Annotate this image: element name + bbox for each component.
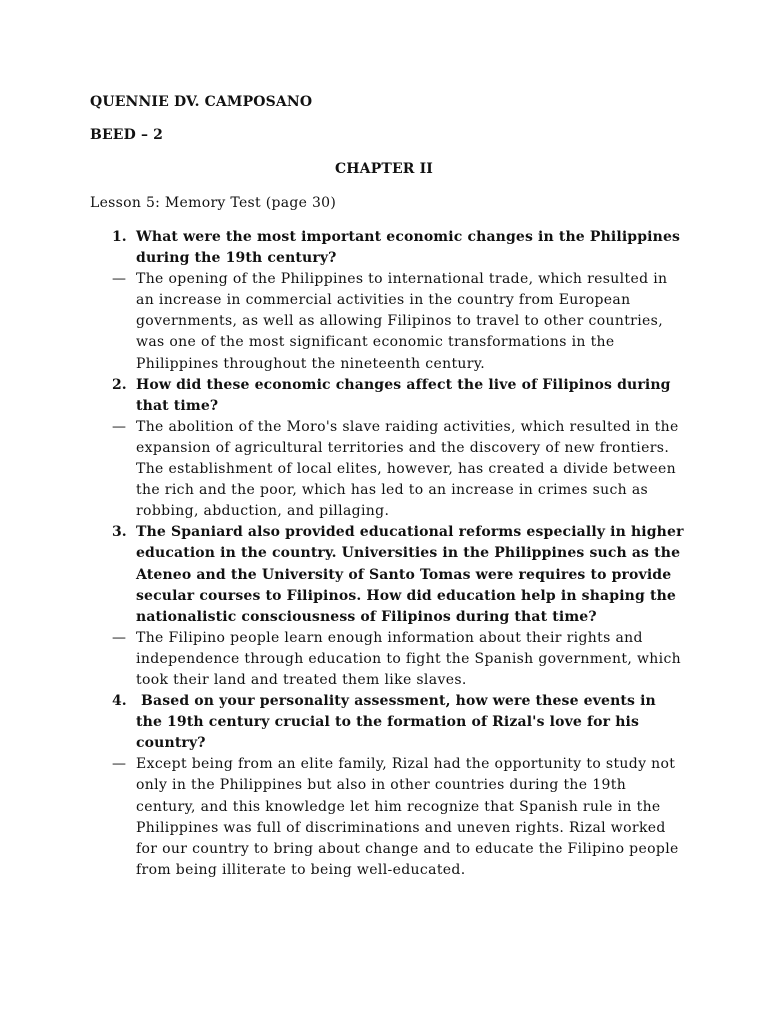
answer-3-line-3: took their land and treated them like slaves. — [136, 671, 467, 688]
question-2-line-1: How did these economic changes affect the live of Filipinos during — [136, 376, 671, 393]
answer-4-line-4: Philippines was full of discriminations and uneven rights. Rizal worked — [136, 819, 666, 836]
question-1 — [0, 227, 768, 269]
question-3-line-4: secular courses to Filipinos. How did education help in shaping the — [136, 587, 676, 604]
answer-1-line-1: The opening of the Philippines to international trade, which resulted in — [136, 271, 668, 288]
question-item-4 — [0, 691, 768, 881]
answer-dash-marker: — — [112, 629, 126, 646]
answer-1-line-3: governments, as well as allowing Filipinos to travel to other countries, — [136, 313, 664, 330]
answer-1-line-2: an increase in commercial activities in the country from European — [136, 292, 631, 309]
question-3 — [0, 522, 768, 627]
course-section: BEED – 2 — [90, 127, 164, 143]
answer-2-line-4: the rich and the poor, which has led to an increase in crimes such as — [136, 482, 649, 499]
answer-2-line-1: The abolition of the Moro's slave raiding activities, which resulted in the — [136, 418, 679, 435]
student-name: QUENNIE DV. CAMPOSANO — [90, 94, 313, 110]
question-item-3 — [0, 522, 768, 691]
question-list — [0, 227, 768, 881]
question-4-line-1: Based on your personality assessment, how were these events in — [136, 693, 656, 710]
answer-4 — [0, 754, 768, 881]
question-3-line-1: The Spaniard also provided educational reforms especially in higher — [136, 524, 684, 541]
answer-dash-marker: — — [112, 756, 126, 773]
answer-2 — [0, 417, 768, 522]
answer-4-line-6: from being illiterate to being well-educated. — [136, 861, 466, 878]
question-number: 3. — [112, 524, 127, 541]
answer-1-line-5: Philippines throughout the nineteenth century. — [136, 355, 486, 372]
question-3-line-5: nationalistic consciousness of Filipinos during that time? — [136, 608, 597, 625]
question-3-line-3: Ateneo and the University of Santo Tomas were requires to provide — [136, 566, 672, 583]
question-2 — [0, 375, 768, 417]
answer-2-line-5: robbing, abduction, and pillaging. — [136, 503, 390, 520]
question-4-line-3: country? — [136, 735, 206, 752]
question-number: 4. — [112, 693, 127, 710]
question-number: 1. — [112, 229, 127, 245]
answer-dash-marker: — — [112, 271, 126, 288]
answer-4-line-1: Except being from an elite family, Rizal had the opportunity to study not — [136, 756, 676, 773]
question-4 — [0, 691, 768, 754]
answer-4-line-2: only in the Philippines but also in other countries during the 19th — [136, 777, 627, 794]
answer-dash-marker: — — [112, 418, 126, 435]
answer-3-line-2: independence through education to fight the Spanish government, which — [136, 650, 682, 667]
answer-4-line-3: century, and this knowledge let him recognize that Spanish rule in the — [136, 798, 661, 815]
lesson-title: Lesson 5: Memory Test (page 30) — [90, 195, 337, 211]
chapter-title: CHAPTER II — [335, 161, 433, 177]
question-item-1 — [0, 227, 768, 375]
question-3-line-2: education in the country. Universities in the Philippines such as the — [136, 545, 681, 562]
question-number: 2. — [112, 376, 127, 393]
question-1-line-1: What were the most important economic changes in the Philippines — [136, 229, 681, 245]
answer-1-line-4: was one of the most significant economic transformations in the — [136, 334, 615, 351]
answer-2-line-3: The establishment of local elites, however, has created a divide between — [136, 461, 677, 478]
answer-1 — [0, 269, 768, 374]
question-1-line-2: during the 19th century? — [136, 250, 337, 267]
answer-2-line-2: expansion of agricultural territories and the discovery of new frontiers. — [136, 439, 670, 456]
answer-4-line-5: for our country to bring about change and to educate the Filipino people — [136, 840, 679, 857]
question-item-2 — [0, 375, 768, 523]
question-4-line-2: the 19th century crucial to the formation of Rizal's love for his — [136, 714, 640, 731]
question-2-line-2: that time? — [136, 397, 219, 414]
answer-3-line-1: The Filipino people learn enough information about their rights and — [136, 629, 643, 646]
answer-3 — [0, 628, 768, 691]
